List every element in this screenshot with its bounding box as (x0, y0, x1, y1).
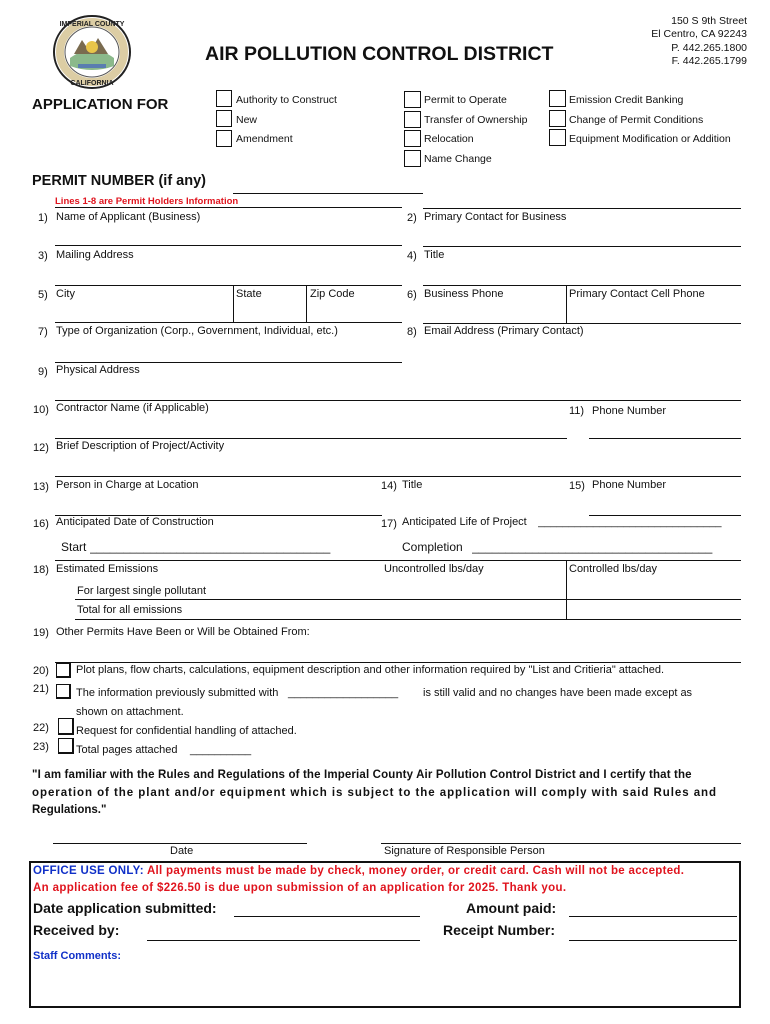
office-use-line-1 (33, 865, 684, 877)
line-number: 11) (569, 405, 585, 417)
total-pages-label: Total pages attached (76, 744, 178, 756)
page-title: AIR POLLUTION CONTROL DISTRICT (205, 43, 554, 65)
state-label: State (236, 288, 262, 300)
new-label: New (236, 114, 258, 126)
project-description-label: Brief Description of Project/Activity (56, 440, 225, 452)
certification-line-2: operation of the plant and/or equipment which is subject to the application will comply with said Rules and (32, 787, 718, 799)
staff-comments-area[interactable] (33, 966, 733, 1004)
physical-address-input[interactable] (55, 362, 402, 363)
controlled-label: Controlled lbs/day (569, 563, 658, 575)
date-input[interactable] (53, 843, 307, 844)
line-number: 22) (33, 722, 49, 734)
application-for-label: APPLICATION FOR (32, 96, 169, 113)
change-of-permit-conditions-label: Change of Permit Conditions (569, 114, 704, 126)
applicant-name-label: Name of Applicant (Business) (56, 211, 201, 223)
title-label: Title (424, 249, 445, 261)
svg-text:CALIFORNIA: CALIFORNIA (70, 80, 114, 87)
person-title-label: Title (402, 479, 423, 491)
total-pages-checkbox[interactable] (58, 738, 74, 754)
plot-plans-label: Plot plans, flow charts, calculations, equipment description and other information required by "List and Critieria" attached. (76, 664, 665, 676)
largest-pollutant-label: For largest single pollutant (77, 585, 207, 597)
amount-paid-input[interactable] (569, 916, 737, 917)
relocation-checkbox[interactable] (404, 130, 421, 147)
city-state-zip-input[interactable] (55, 285, 402, 286)
zip-code-label: Zip Code (310, 288, 355, 300)
permit-holder-note: Lines 1-8 are Permit Holders Information (55, 196, 239, 207)
confidential-checkbox[interactable] (58, 718, 74, 735)
permit-to-operate-label: Permit to Operate (424, 94, 507, 106)
contractor-phone-label: Phone Number (592, 405, 666, 417)
estimated-emissions-label: Estimated Emissions (56, 563, 159, 575)
total-emissions-row[interactable] (75, 619, 741, 620)
transfer-of-ownership-label: Transfer of Ownership (424, 114, 528, 126)
imperial-county-seal (52, 14, 132, 90)
contractor-name-label: Contractor Name (if Applicable) (56, 402, 209, 414)
person-phone-label: Phone Number (592, 479, 666, 491)
change-of-permit-conditions-checkbox[interactable] (549, 110, 566, 127)
receipt-number-input[interactable] (569, 940, 737, 941)
signature-input[interactable] (381, 843, 741, 844)
line-number: 3) (38, 250, 48, 262)
new-checkbox[interactable] (216, 110, 232, 127)
previously-submitted-input[interactable]: __________________ (288, 687, 399, 699)
address-line-1: 150 S 9th Street (671, 15, 747, 27)
receipt-number-label: Receipt Number: (443, 922, 556, 938)
email-input[interactable] (423, 323, 741, 324)
signature-label: Signature of Responsible Person (384, 845, 545, 857)
largest-pollutant-row[interactable] (75, 599, 741, 600)
contractor-phone-input[interactable] (589, 438, 741, 439)
line-number: 16) (33, 518, 49, 530)
line-number: 17) (381, 518, 397, 530)
line-number: 14) (381, 480, 397, 492)
email-label: Email Address (Primary Contact) (424, 325, 584, 337)
line-number: 20) (33, 665, 49, 677)
city-label: City (56, 288, 75, 300)
certification-line-1: "I am familiar with the Rules and Regulations of the Imperial County Air Pollution Control District and I certify that the (32, 769, 692, 781)
person-in-charge-label: Person in Charge at Location (56, 479, 199, 491)
physical-address-label: Physical Address (56, 364, 140, 376)
start-input[interactable]: ____________________________________ (90, 540, 331, 554)
line-number: 9) (38, 366, 48, 378)
mailing-address-label: Mailing Address (56, 249, 134, 261)
applicant-name-input[interactable] (55, 207, 402, 208)
organization-type-input[interactable] (55, 322, 402, 323)
construction-date-label: Anticipated Date of Construction (56, 516, 214, 528)
other-permits-input[interactable] (55, 662, 741, 663)
uncontrolled-label: Uncontrolled lbs/day (384, 563, 484, 575)
line-number: 6) (407, 289, 417, 301)
line-number: 1) (38, 212, 48, 224)
transfer-of-ownership-checkbox[interactable] (404, 111, 421, 128)
name-change-checkbox[interactable] (404, 150, 421, 167)
title-input[interactable] (423, 246, 741, 247)
line-number: 23) (33, 741, 49, 753)
line-number: 15) (569, 480, 585, 492)
permit-number-label: PERMIT NUMBER (if any) (32, 173, 206, 189)
organization-type-label: Type of Organization (Corp., Government, Individual, etc.) (56, 325, 338, 337)
project-life-input[interactable]: ______________________________ (538, 516, 722, 528)
line-number: 21) (33, 683, 49, 695)
line-number: 10) (33, 404, 49, 416)
business-phone-label: Business Phone (424, 288, 504, 300)
line-number: 19) (33, 627, 49, 639)
cell-phone-label: Primary Contact Cell Phone (569, 288, 705, 300)
other-permits-label: Other Permits Have Been or Will be Obtained From: (56, 626, 310, 638)
phone-line: P. 442.265.1800 (671, 42, 747, 54)
line-number: 7) (38, 326, 48, 338)
svg-text:IMPERIAL COUNTY: IMPERIAL COUNTY (59, 21, 125, 28)
line-number: 13) (33, 481, 49, 493)
total-emissions-label: Total for all emissions (77, 604, 183, 616)
emission-credit-banking-checkbox[interactable] (549, 90, 566, 107)
name-change-label: Name Change (424, 153, 492, 165)
contractor-details-input[interactable] (55, 438, 567, 439)
previously-submitted-label-3: shown on attachment. (76, 706, 184, 718)
confidential-label: Request for confidential handling of attached. (76, 725, 297, 737)
previously-submitted-label-2: is still valid and no changes have been made except as (423, 687, 693, 699)
fax-line: F. 442.265.1799 (671, 55, 747, 67)
project-life-label: Anticipated Life of Project (402, 516, 527, 528)
contractor-name-input[interactable] (55, 400, 741, 401)
line-number: 12) (33, 442, 49, 454)
previously-submitted-checkbox[interactable] (56, 684, 71, 699)
relocation-label: Relocation (424, 133, 474, 145)
total-pages-input[interactable]: __________ (190, 744, 252, 756)
address-line-2: El Centro, CA 92243 (651, 28, 747, 40)
staff-comments-label: Staff Comments: (33, 950, 122, 962)
emission-credit-banking-label: Emission Credit Banking (569, 94, 684, 106)
equipment-modification-checkbox[interactable] (549, 129, 566, 146)
authority-to-construct-label: Authority to Construct (236, 94, 337, 106)
date-label: Date (170, 845, 194, 857)
plot-plans-checkbox[interactable] (56, 663, 71, 678)
received-by-input[interactable] (147, 940, 420, 941)
completion-label: Completion (402, 540, 463, 554)
received-by-label: Received by: (33, 922, 120, 938)
line-number: 18) (33, 564, 49, 576)
payment-notice: All payments must be made by check, money order, or credit card. Cash will not be accepted. (146, 865, 685, 877)
previously-submitted-label: The information previously submitted with (76, 687, 279, 699)
line-number: 2) (407, 212, 417, 224)
completion-input[interactable]: ____________________________________ (472, 540, 713, 554)
line-number: 8) (407, 326, 417, 338)
start-label: Start (61, 540, 87, 554)
fee-notice: An application fee of $226.50 is due upon submission of an application for 2025. Thank you. (33, 882, 567, 894)
permit-number-input[interactable] (233, 193, 423, 194)
mailing-address-input[interactable] (55, 245, 402, 246)
permit-to-operate-checkbox[interactable] (404, 91, 421, 108)
primary-contact-label: Primary Contact for Business (424, 211, 567, 223)
office-use-label: OFFICE USE ONLY: (33, 865, 144, 877)
primary-contact-input[interactable] (423, 208, 741, 209)
project-description-input[interactable] (55, 476, 741, 477)
business-phone-input[interactable] (423, 285, 741, 286)
line-number: 4) (407, 250, 417, 262)
authority-to-construct-checkbox[interactable] (216, 90, 232, 107)
equipment-modification-label: Equipment Modification or Addition (569, 133, 731, 145)
date-submitted-input[interactable] (234, 916, 420, 917)
date-submitted-label: Date application submitted: (33, 900, 217, 916)
amendment-label: Amendment (236, 133, 293, 145)
amount-paid-label: Amount paid: (466, 900, 557, 916)
line-number: 5) (38, 289, 48, 301)
amendment-checkbox[interactable] (216, 130, 232, 147)
certification-line-3: Regulations." (32, 804, 107, 816)
